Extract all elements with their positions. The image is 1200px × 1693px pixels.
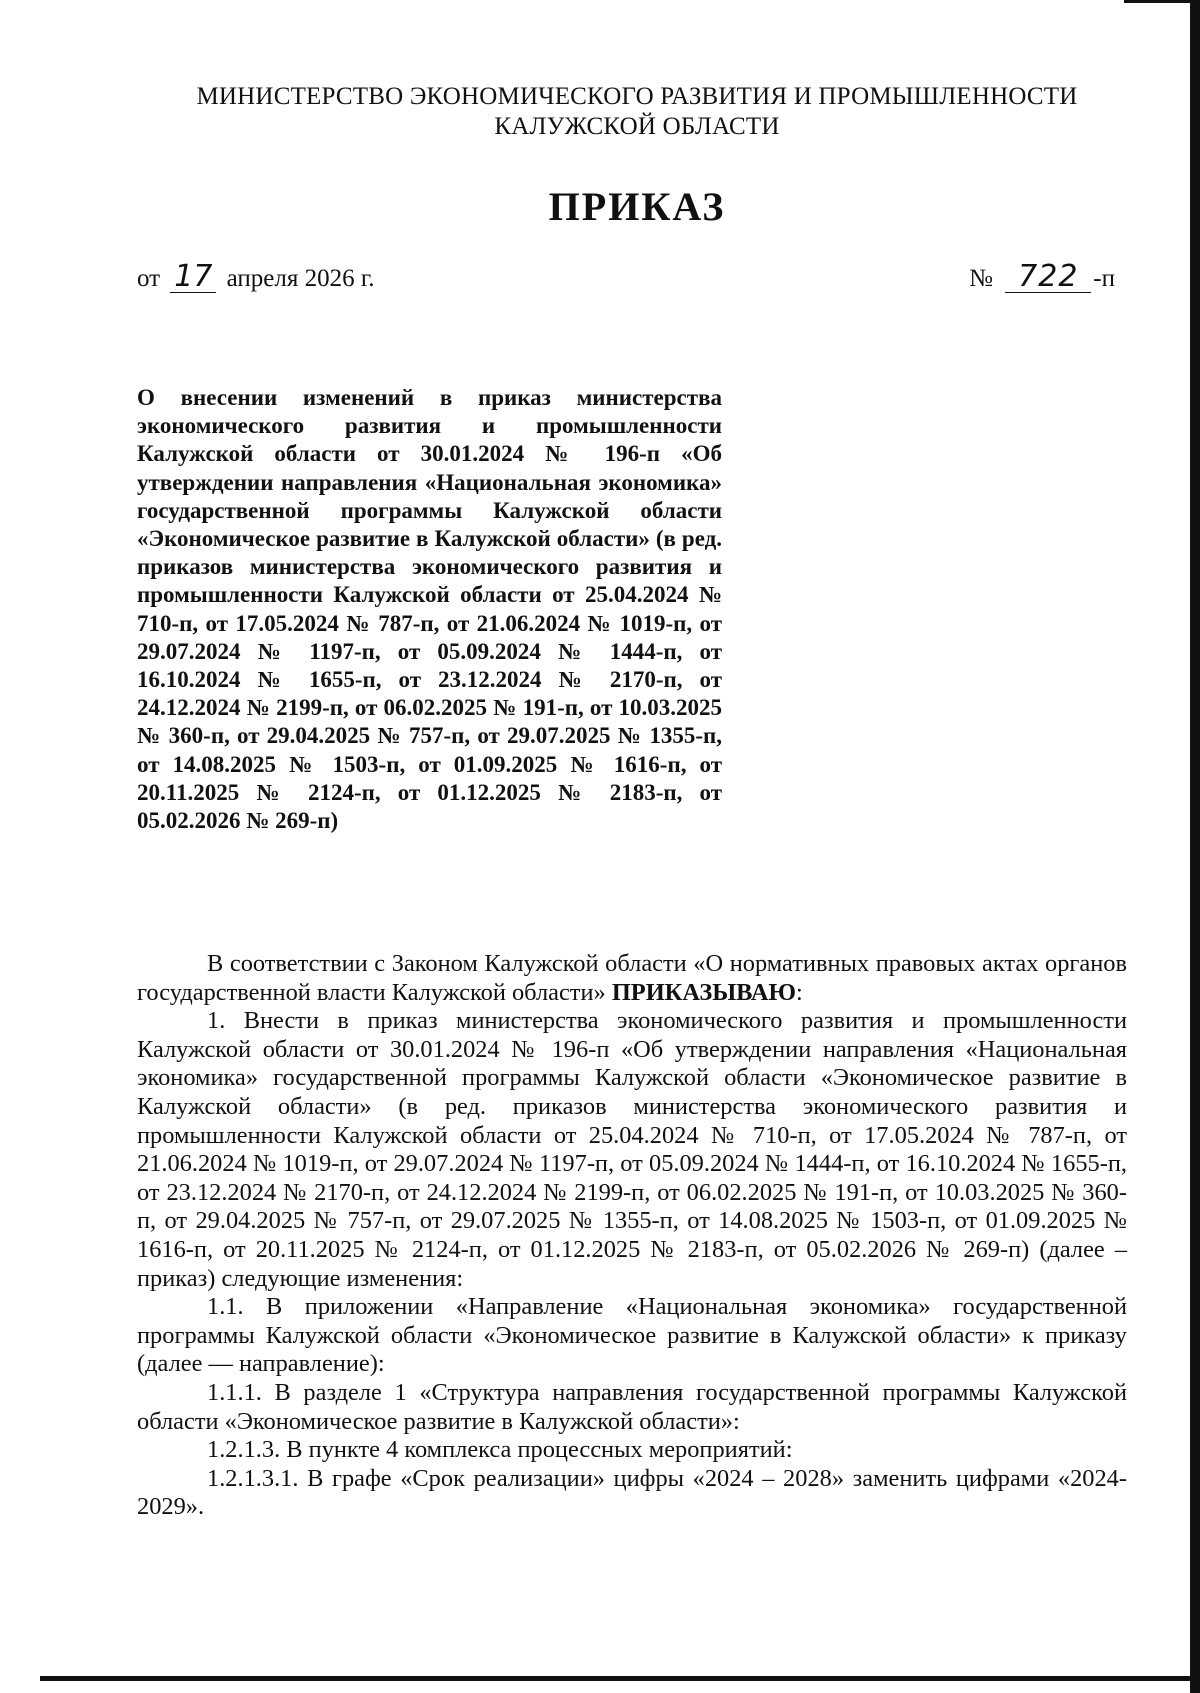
paragraph-1-1-1: 1.1.1. В разделе 1 «Структура направления государственной программы Калужской области «Экономическое развитие в Калужской области»: [137, 1378, 1127, 1435]
preamble-paragraph [137, 950, 1127, 1007]
paragraph-1-2-1-3: 1.2.1.3. В пункте 4 комплекса процессных мероприятий: [207, 1436, 793, 1464]
handwritten-number: 722 [1005, 262, 1091, 293]
date-suffix: апреля 2026 г. [226, 265, 375, 292]
order-number [969, 259, 1115, 295]
ministry-name-line-2: КАЛУЖСКОЙ ОБЛАСТИ [494, 113, 780, 140]
number-suffix: -п [1093, 265, 1115, 292]
paragraph-1-2-1-3-1: 1.2.1.3.1. В графе «Срок реализации» цифры «2024 – 2028» заменить цифрами «2024-2029». [137, 1464, 1127, 1521]
scan-border-right [1190, 0, 1200, 1693]
ministry-name-line-1: МИНИСТЕРСТВО ЭКОНОМИЧЕСКОГО РАЗВИТИЯ И ПРОМЫШЛЕННОСТИ [196, 83, 1078, 110]
document-title: ПРИКАЗ [548, 184, 726, 229]
scan-border-top [1124, 0, 1190, 3]
paragraph-1-1: 1.1. В приложении «Направление «Национальная экономика» государственной программы Калужской области «Экономическое развитие в Калужской области» к приказу (далее — направление): [137, 1293, 1127, 1378]
order-date [137, 259, 375, 295]
number-prefix: № [969, 265, 994, 292]
date-prefix: от [137, 265, 161, 292]
paragraph-1: 1. Внести в приказ министерства экономического развития и промышленности Калужской области от 30.01.2024 № 196-п «Об утверждении направления «Национальная экономика» государственной программы Калужской области «Экономическое развитие в Калужской области» (в ред. приказов министерства экономического развития и промышленности Калужской области от 25.04.2024 № 710-п, от 17.05.2024 № 787-п, от 21.06.2024 № 1019-п, от 29.07.2024 № 1197-п, от 05.09.2024 № 1444-п, от 16.10.2024 № 1655-п, от 23.12.2024 № 2170-п, от 24.12.2024 № 2199-п, от 06.02.2025 № 191-п, от 10.03.2025 № 360-п, от 29.04.2025 № 757-п, от 29.07.2025 № 1355-п, от 14.08.2025 № 1503-п, от 01.09.2025 № 1616-п, от 20.11.2025 № 2124-п, от 01.12.2025 № 2183-п, от 05.02.2026 № 269-п) (далее – приказ) следующие изменения: [137, 1007, 1127, 1292]
scan-border-bottom [40, 1676, 1190, 1681]
order-body [137, 950, 1127, 1522]
order-word: ПРИКАЗЫВАЮ [611, 978, 796, 1006]
preamble-colon: : [796, 978, 803, 1006]
handwritten-day: 17 [170, 262, 216, 293]
order-subject [137, 384, 722, 835]
ministry-header [0, 82, 1200, 142]
preamble-text: В соответствии с Законом Калужской области «О нормативных правовых актах органов государственной власти Калужской области» [137, 950, 1127, 1006]
subject-text: О внесении изменений в приказ министерства экономического развития и промышленности Калужской области от 30.01.2024 № 196-п «Об утверждении направления «Национальная экономика» государственной программы Калужской области «Экономическое развитие в Калужской области» (в ред. приказов министерства экономического развития и промышленности Калужской области от 25.04.2024 № 710-п, от 17.05.2024 № 787-п, от 21.06.2024 № 1019-п, от 29.07.2024 № 1197-п, от 05.09.2024 № 1444-п, от 16.10.2024 № 1655-п, от 23.12.2024 № 2170-п, от 24.12.2024 № 2199-п, от 06.02.2025 № 191-п, от 10.03.2025 № 360-п, от 29.04.2025 № 757-п, от 29.07.2025 № 1355-п, от 14.08.2025 № 1503-п, от 01.09.2025 № 1616-п, от 20.11.2025 № 2124-п, от 01.12.2025 № 2183-п, от 05.02.2026 № 269-п) [137, 385, 722, 834]
